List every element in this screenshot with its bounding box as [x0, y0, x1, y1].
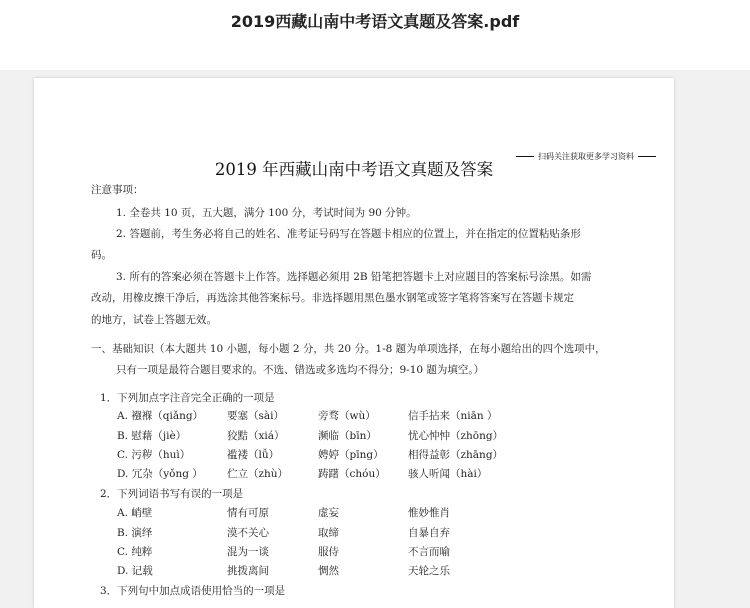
q1-option-d-col1: D. 冗杂（yǒng ）	[117, 468, 203, 480]
q2-option-b-col4: 自暴自弃	[408, 527, 450, 539]
scan-tag-text: 扫码关注获取更多学习资料	[538, 152, 634, 161]
q1-option-b-col4: 忧心忡忡（zhōng）	[408, 430, 504, 442]
q2-option-c-col3: 服侍	[318, 546, 339, 558]
q1-option-d-col4: 骇人听闻（hài）	[408, 468, 488, 480]
section-1-line-2: 只有一项是最符合题目要求的。不选、错选或多选均不得分；9-10 题为填空。）	[116, 364, 485, 376]
viewer-header	[0, 0, 750, 70]
note-1: 1. 全卷共 10 页，五大题，满分 100 分，考试时间为 90 分钟。	[116, 207, 417, 219]
q1-option-a-col3: 旁骛（wù）	[318, 410, 376, 422]
q1-option-c-col2: 褴褛（lǚ）	[227, 449, 280, 461]
q1-option-a-col1: A. 襁褓（qiǎng）	[117, 410, 204, 422]
notes-heading: 注意事项：	[91, 184, 144, 196]
q1-option-a-col2: 要塞（sài）	[227, 410, 285, 422]
q2-option-a-col2: 情有可原	[227, 507, 269, 519]
q1-option-c-col1: C. 污秽（huì）	[117, 449, 191, 461]
q2-option-c-col1: C. 纯粹	[117, 546, 153, 558]
q1-option-c-col3: 娉婷（pīng）	[318, 449, 384, 461]
q2-option-b-col3: 取缔	[318, 527, 339, 539]
q1-option-d-col2: 伫立（zhù）	[227, 468, 289, 480]
section-1-line-1: 一、基础知识（本大题共 10 小题，每小题 2 分，共 20 分。1-8 题为单项选择，在每小题给出的四个选项中，	[91, 343, 606, 355]
document-page	[34, 78, 674, 608]
note-2-line-1: 2. 答题前，考生务必将自己的姓名、准考证号码写在答题卡相应的位置上，并在指定的位置粘贴条形	[116, 228, 581, 240]
q2-option-a-col4: 惟妙惟肖	[408, 507, 450, 519]
q2-option-d-col1: D. 记载	[117, 565, 153, 577]
note-3-line-2: 改动，用橡皮擦干净后，再选涂其他答案标号。非选择题用黑色墨水钢笔或签字笔将答案写在答题卡规定	[91, 292, 574, 304]
q2-option-c-col2: 混为一谈	[227, 546, 269, 558]
q1-option-b-col3: 濒临（bīn）	[318, 430, 377, 442]
q2-option-d-col4: 天轮之乐	[408, 565, 450, 577]
q1-option-a-col4: 信手拈来（niān ）	[408, 410, 498, 422]
note-3-line-1: 3. 所有的答案必须在答题卡上作答。选择题必须用 2B 铅笔把答题卡上对应题目的答案标号涂黑。如需	[116, 271, 592, 283]
q1-option-b-col2: 狡黠（xiá）	[227, 430, 285, 442]
q1-option-b-col1: B. 慰藉（jiè）	[117, 430, 187, 442]
q2-option-d-col2: 挑拨离间	[227, 565, 269, 577]
document-title: 2019 年西藏山南中考语文真题及答案	[214, 160, 494, 179]
q1-option-c-col4: 相得益彰（zhāng）	[408, 449, 504, 461]
note-2-line-2: 码。	[91, 249, 112, 261]
question-1: 1．下列加点字注音完全正确的一项是	[100, 392, 275, 404]
question-3: 3．下列句中加点成语使用恰当的一项是	[100, 585, 286, 597]
question-2: 2．下列词语书写有误的一项是	[100, 488, 244, 500]
q2-option-b-col2: 漠不关心	[227, 527, 269, 539]
q2-option-c-col4: 不言而喻	[408, 546, 450, 558]
q2-option-b-col1: B. 演绎	[117, 527, 153, 539]
note-3-line-3: 的地方，试卷上答题无效。	[91, 314, 217, 326]
q2-option-a-col3: 虚妄	[318, 507, 339, 519]
q1-option-d-col3: 踌躇（chóu）	[318, 468, 386, 480]
q2-option-a-col1: A. 峭壁	[117, 507, 153, 519]
file-title: 2019西藏山南中考语文真题及答案.pdf	[230, 12, 520, 31]
q2-option-d-col3: 惆然	[318, 565, 339, 577]
